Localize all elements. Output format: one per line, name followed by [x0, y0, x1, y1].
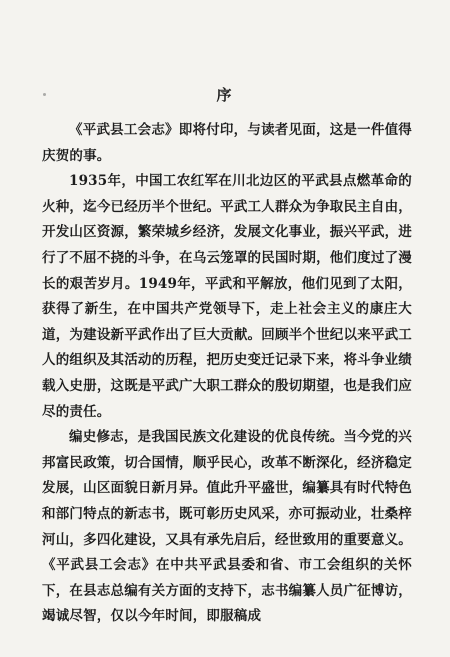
- page-title: 序: [216, 86, 234, 104]
- paragraph-2: 1935年，中国工农红军在川北边区的平武县点燃革命的火种，迄今已经历半个世纪。平武工人群众为争取民主自由，开发山区资源，繁荣城乡经济，发展文化事业，振兴平武，进行了不屈不挠的斗争，在乌云笼罩的民国时期，他们度过了漫长的艰苦岁月。1949年，平武和平解放，他们见到了太阳，获得了新生，在中国共产党领导下，走上社会主义的康庄大道，为建设新平武作出了巨大贡献。回顾半个世纪以来平武工人的组织及其活动的历程，把历史变迁记录下来，将斗争业绩载入史册，这既是平武广大职工群众的殷切期望，也是我们应尽的责任。: [42, 173, 412, 420]
- paragraph-3: 编史修志，是我国民族文化建设的优良传统。当今党的兴邦富民政策，切合国情，顺乎民心，改革不断深化，经济稳定发展，山区面貌日新月异。值此升平盛世，编纂具有时代特色和部门特点的新志书，既可彰历史风采，亦可振动业，壮桑梓河山，多四化建设，又具有承先启后，经世致用的重要意义。《平武县工会志》在中共平武县委和省、市工会组织的关怀下，在县志总编有关方面的支持下，志书编纂人员广征博访，竭诚尽智，仅以今年时间，即服稿成: [42, 429, 412, 625]
- paragraph-1: 《平武县工会志》即将付印，与读者见面，这是一件值得庆贺的事。: [42, 122, 412, 164]
- body-text: [42, 118, 412, 630]
